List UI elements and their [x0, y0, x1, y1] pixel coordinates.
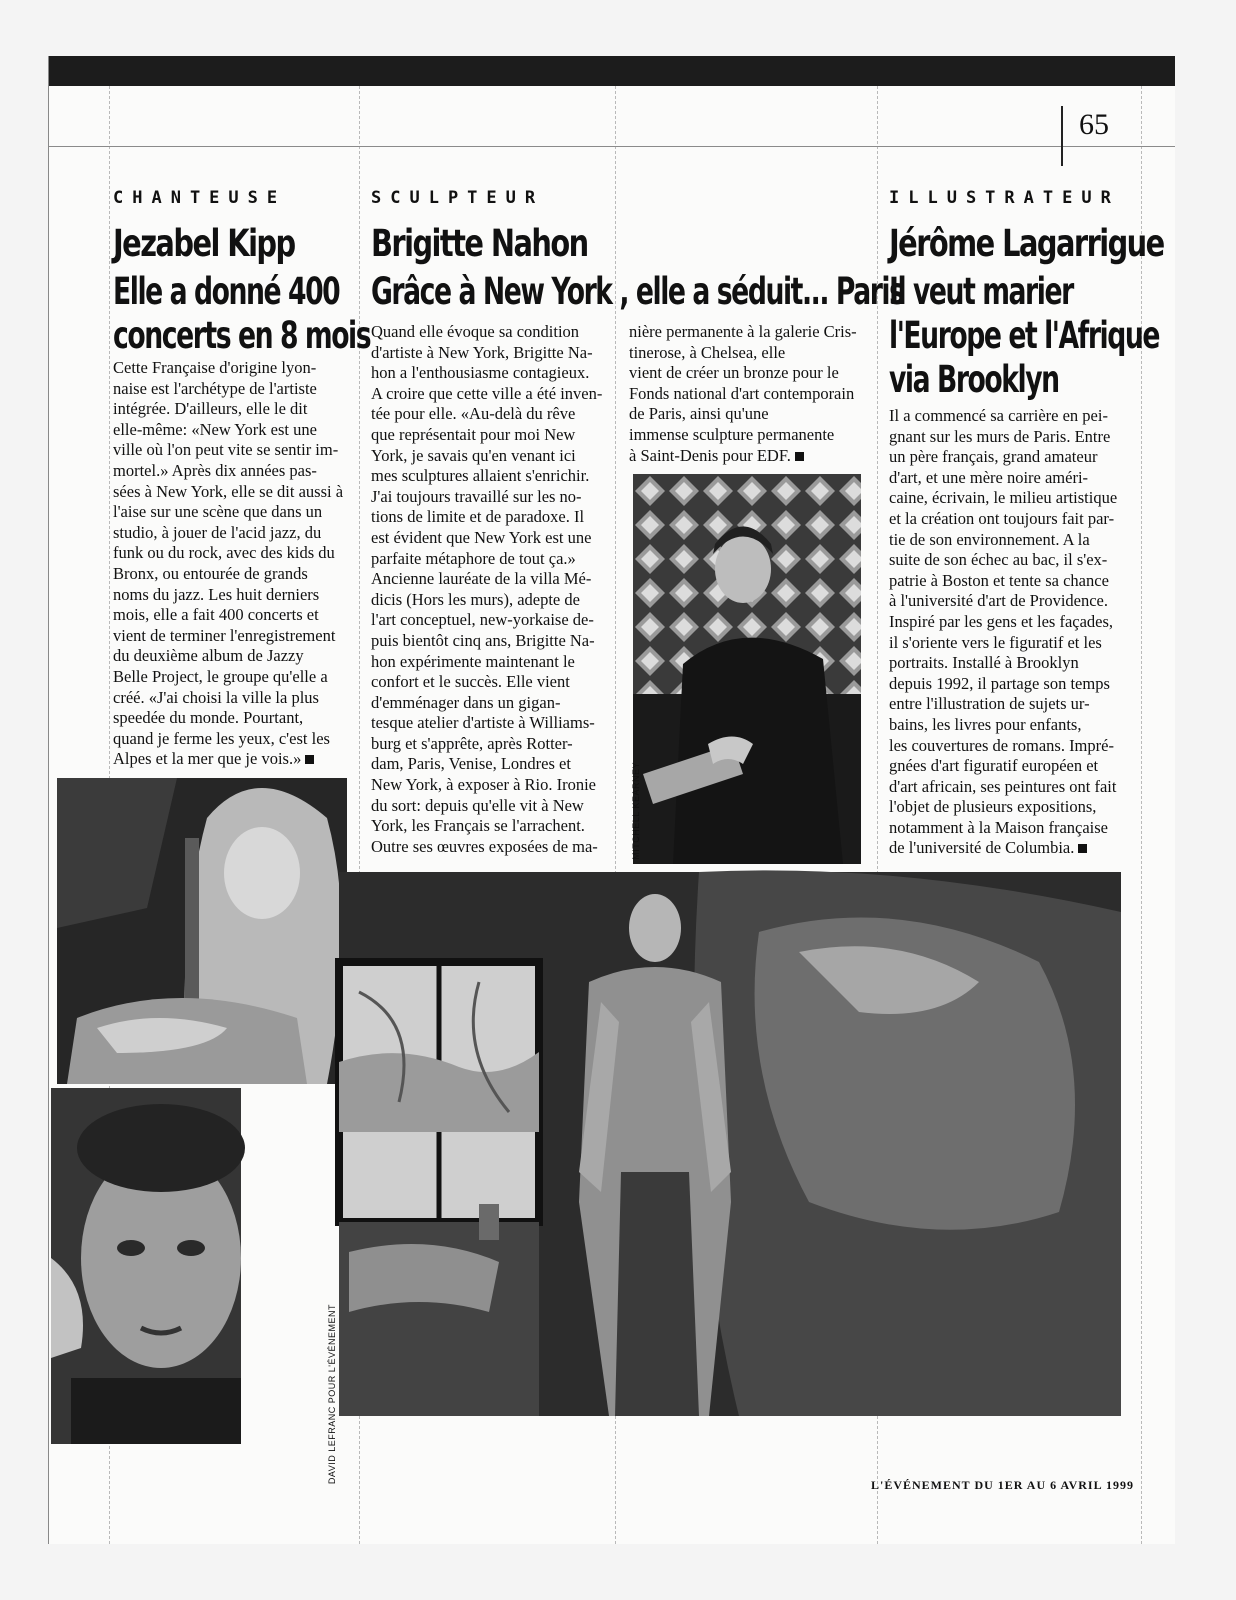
photo-kipp	[57, 778, 347, 1084]
headline-lagarrigue-2: l'Europe et l'Afrique	[889, 314, 1160, 357]
end-mark	[1078, 844, 1087, 853]
article-body-nahon-col2-text: nière permanente à la galerie Cris- tinerose, à Chelsea, elle vient de créer un bronze pour le Fonds national d'art contemporain de Paris, ainsi qu'une immense sculpture permanente à Saint-Denis pour EDF.	[629, 322, 857, 465]
photo-portrait	[51, 1088, 241, 1444]
kicker-illustrateur: ILLUSTRATEUR	[889, 188, 1120, 208]
article-body-nahon-col2	[629, 322, 879, 466]
headline-nahon: Grâce à New York , elle a séduit... Paris	[371, 270, 904, 313]
top-bar	[49, 56, 1175, 86]
article-name-nahon: Brigitte Nahon	[371, 222, 588, 265]
end-mark	[795, 452, 804, 461]
magazine-page	[48, 56, 1175, 1544]
article-name-kipp: Jezabel Kipp	[113, 222, 295, 265]
photo-nahon	[633, 474, 861, 864]
photo-lagarrigue	[339, 872, 1121, 1416]
footer-issue: L'ÉVÉNEMENT DU 1ER AU 6 AVRIL 1999	[871, 1478, 1134, 1492]
photo-credit-lagarrigue: DAVID LEFRANC POUR L'ÉVÉNEMENT	[327, 1304, 337, 1485]
headline-kipp-1: Elle a donné 400	[113, 270, 340, 313]
photo-portrait-image	[51, 1088, 241, 1444]
photo-credit-nahon: MITCHELL KEARNEY	[631, 762, 641, 860]
headline-lagarrigue-3: via Brooklyn	[889, 358, 1059, 401]
headline-kipp-2: concerts en 8 mois	[113, 314, 371, 357]
page-number-rule	[1061, 106, 1063, 166]
photo-lagarrigue-image	[339, 872, 1121, 1416]
photo-nahon-image	[633, 474, 861, 864]
article-body-kipp	[113, 358, 357, 770]
article-body-kipp-text: Cette Française d'origine lyon- naise est l'archétype de l'artiste intégrée. D'ailleurs, elle le dit elle-même: «New York est une ville où l'on peut vite se sentir im- mortel.» Après dix années pas- sées à New York, elle se dit aussi à l'aise sur une scène que dans un studio, à jouer de l'acid jazz, du funk ou du rock, avec des kids du Bronx, ou entourée de grands noms du jazz. Les huit derniers mois, elle a fait 400 concerts et vient de terminer l'enregistrement du deuxième album de Jazzy Belle Project, le groupe qu'elle a créé. «J'ai choisi la ville la plus speedée du monde. Pourtant, quand je ferme les yeux, c'est les Alpes et la mer que je vois.»	[113, 358, 344, 769]
column-guide	[1141, 86, 1142, 1544]
article-name-lagarrigue: Jérôme Lagarrigue	[889, 222, 1164, 265]
header-rule	[49, 146, 1175, 147]
article-body-lagarrigue-text: Il a commencé sa carrière en pei- gnant sur les murs de Paris. Entre un père français, grand amateur d'art, et une mère noire améri- caine, écrivain, le milieu artistique et la création ont toujours fait par- tie de son environnement. A la suite de son échec au bac, il s'ex- patrie à Boston et tente sa chance à l'université d'art de Providence. Inspiré par les gens et les façades, il s'oriente vers le figuratif et les portraits. Installé à Brooklyn depuis 1992, il partage son temps entre l'illustration de sujets ur- bains, les livres pour enfants, les couvertures de romans. Impré- gnées d'art figuratif européen et d'art africain, ses peintures ont fait l'objet de plusieurs expositions, notamment à la Maison française de l'université de Columbia.	[889, 406, 1118, 858]
article-body-nahon-col1: Quand elle évoque sa condition d'artiste à New York, Brigitte Na- hon a l'enthousiasme contagieux. A croire que cette ville a été inven- tée pour elle. «Au-delà du rêve que représentait pour moi New York, je savais qu'en venant ici mes sculptures allaient s'enrichir. J'ai toujours travaillé sur les no- tions de limite et de paradoxe. Il est évident que New York est une parfaite métaphore de tout ça.» Ancienne lauréate de la villa Mé- dicis (Hors les murs), adepte de l'art conceptuel, new-yorkaise de- puis bientôt cinq ans, Brigitte Na- hon expérimente maintenant le confort et le succès. Elle vient d'emménager dans un gigan- tesque atelier d'artiste à Williams- burg et s'apprête, après Rotter- dam, Paris, Venise, Londres et New York, à exposer à Rio. Ironie du sort: depuis qu'elle vit à New York, les Français se l'arrachent. Outre ses œuvres exposées de ma-	[371, 322, 603, 856]
kicker-sculpteur: SCULPTEUR	[371, 188, 545, 208]
page-number: 65	[1079, 108, 1109, 141]
article-body-lagarrigue	[889, 406, 1139, 859]
end-mark	[305, 755, 314, 764]
kicker-chanteuse: CHANTEUSE	[113, 188, 287, 208]
photo-kipp-image	[57, 778, 347, 1084]
headline-lagarrigue-1: Il veut marier	[889, 270, 1073, 313]
